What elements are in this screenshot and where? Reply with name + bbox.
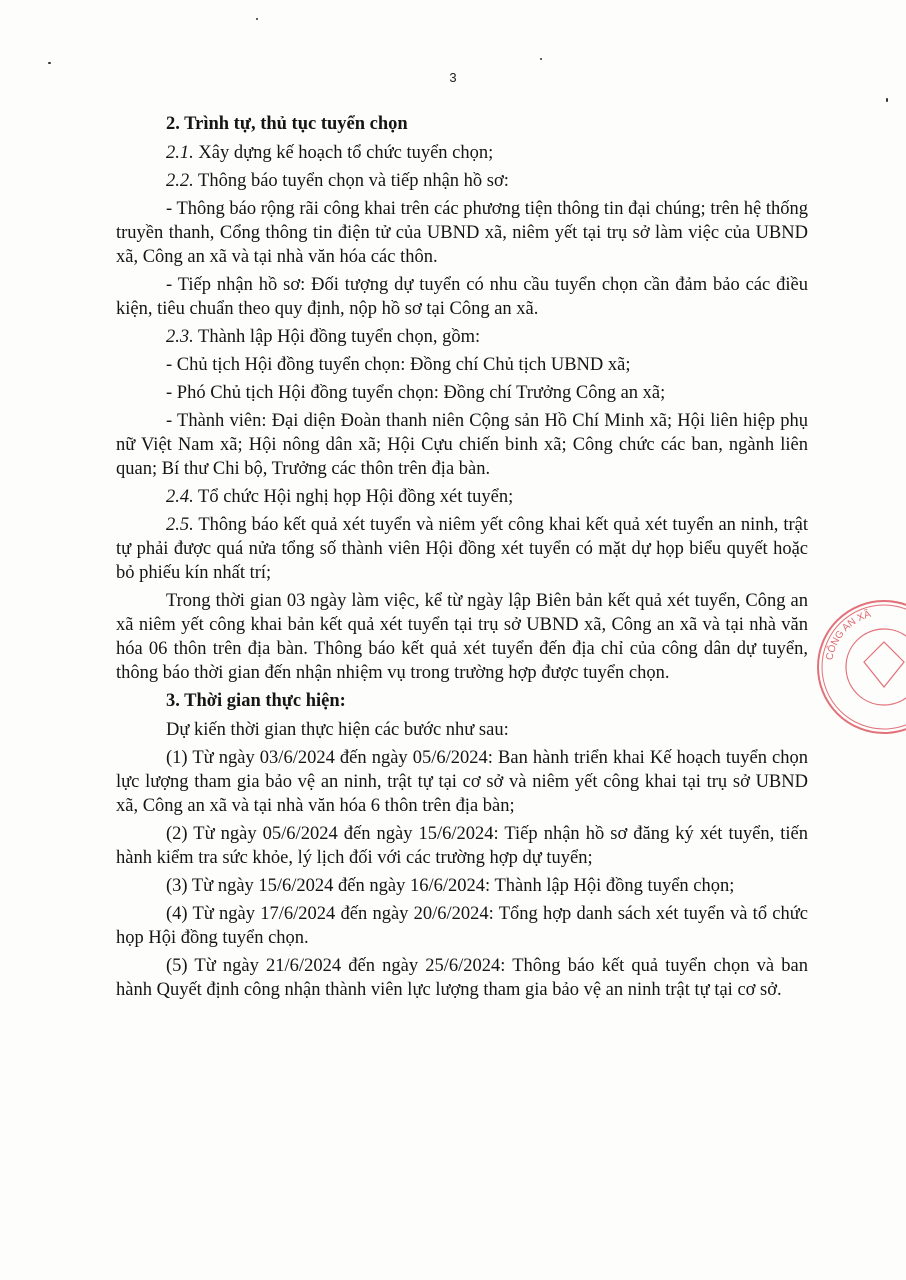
paragraph-text: (3) Từ ngày 15/6/2024 đến ngày 16/6/2024: Thành lập Hội đồng tuyển chọn;: [166, 876, 735, 896]
official-stamp: [814, 592, 906, 742]
page-number: 3: [449, 70, 457, 85]
paragraph-text: - Phó Chủ tịch Hội đồng tuyển chọn: Đồng chí Trưởng Công an xã;: [166, 383, 666, 403]
paragraph-text: Dự kiến thời gian thực hiện các bước như sau:: [166, 720, 509, 740]
paragraph-text: Trong thời gian 03 ngày làm việc, kể từ ngày lập Biên bản kết quả xét tuyển, Công an xã niêm yết công khai bản kết quả xét tuyển tại trụ sở UBND xã, Công an xã và tại nhà văn hóa 06 thôn trên địa bàn. Thông báo kết quả xét tuyển đến địa chỉ của công dân dự tuyển, thông báo thời gian đến nhận nhiệm vụ trong trường hợp được tuyển chọn.: [116, 591, 808, 683]
stamp-center-ring: [846, 629, 906, 705]
paragraph-text: - Chủ tịch Hội đồng tuyển chọn: Đồng chí Chủ tịch UBND xã;: [166, 355, 631, 375]
paragraph-text: Tổ chức Hội nghị họp Hội đồng xét tuyển;: [193, 487, 514, 507]
paragraph: [116, 353, 808, 377]
paragraph: [116, 513, 808, 585]
paragraph: [116, 197, 808, 269]
item-number: 2.5.: [166, 515, 194, 535]
paragraph: [116, 485, 808, 509]
paragraph: [116, 273, 808, 321]
paragraph-text: - Thành viên: Đại diện Đoàn thanh niên Cộng sản Hồ Chí Minh xã; Hội liên hiệp phụ nữ Việt Nam xã; Hội nông dân xã; Hội Cựu chiến binh xã; Công chức các ban, ngành liên quan; Bí thư Chi bộ, Trưởng các thôn trên địa bàn.: [116, 411, 808, 479]
paragraph-text: - Thông báo rộng rãi công khai trên các phương tiện thông tin đại chúng; trên hệ thống truyền thanh, Cổng thông tin điện tử của UBND xã, niêm yết tại trụ sở làm việc của UBND xã, Công an xã và tại nhà văn hóa các thôn.: [116, 199, 808, 267]
paragraph: [116, 954, 808, 1002]
document-body: [116, 112, 808, 1006]
section-heading: 2. Trình tự, thủ tục tuyển chọn: [166, 114, 408, 134]
paragraph: [116, 718, 808, 742]
paragraph-text: - Tiếp nhận hồ sơ: Đối tượng dự tuyển có nhu cầu tuyển chọn cần đảm bảo các điều kiện, tiêu chuẩn theo quy định, nộp hồ sơ tại Công an xã.: [116, 275, 808, 319]
paragraph-text: Thông báo kết quả xét tuyển và niêm yết công khai kết quả xét tuyển an ninh, trật tự phải được quá nửa tổng số thành viên Hội đồng xét tuyển có mặt dự họp biểu quyết hoặc bỏ phiếu kín nhất trí;: [116, 515, 808, 583]
stamp-text: CÔNG AN XÃ: [824, 608, 873, 662]
paragraph: [116, 822, 808, 870]
paragraph: [116, 169, 808, 193]
paragraph: [116, 589, 808, 685]
paragraph: [116, 381, 808, 405]
item-number: 2.3.: [166, 327, 194, 347]
paragraph-text: Xây dựng kế hoạch tổ chức tuyển chọn;: [193, 143, 494, 163]
scan-speck: [540, 58, 542, 60]
paragraph: [116, 325, 808, 349]
section-heading: 3. Thời gian thực hiện:: [166, 691, 346, 711]
item-number: 2.1.: [166, 143, 194, 163]
paragraph: [116, 874, 808, 898]
paragraph: [116, 409, 808, 481]
paragraph-text: (1) Từ ngày 03/6/2024 đến ngày 05/6/2024: Ban hành triển khai Kế hoạch tuyển chọn lực lượng tham gia bảo vệ an ninh, trật tự tại cơ sở và niêm yết công khai tại trụ sở UBND xã, Công an xã và tại nhà văn hóa 6 thôn trên địa bàn;: [116, 748, 808, 816]
item-number: 2.4.: [166, 487, 194, 507]
paragraph: [116, 141, 808, 165]
paragraph-text: (5) Từ ngày 21/6/2024 đến ngày 25/6/2024: Thông báo kết quả tuyển chọn và ban hành Quyết định công nhận thành viên lực lượng tham gia bảo vệ an ninh trật tự tại cơ sở.: [116, 956, 808, 1000]
paragraph: [116, 746, 808, 818]
item-number: 2.2.: [166, 171, 194, 191]
paragraph-text: (4) Từ ngày 17/6/2024 đến ngày 20/6/2024: Tổng hợp danh sách xét tuyển và tổ chức họp Hội đồng tuyển chọn.: [116, 904, 808, 948]
paragraph: [116, 902, 808, 950]
scan-speck: [256, 18, 258, 20]
paragraph-text: (2) Từ ngày 05/6/2024 đến ngày 15/6/2024: Tiếp nhận hồ sơ đăng ký xét tuyển, tiến hành kiểm tra sức khỏe, lý lịch đối với các trường hợp dự tuyển;: [116, 824, 808, 868]
paragraph-text: Thành lập Hội đồng tuyển chọn, gồm:: [193, 327, 481, 347]
scan-speck: [48, 62, 51, 64]
paragraph-text: Thông báo tuyển chọn và tiếp nhận hồ sơ:: [193, 171, 509, 191]
scan-speck: [886, 98, 888, 102]
stamp-emblem: [864, 642, 904, 687]
